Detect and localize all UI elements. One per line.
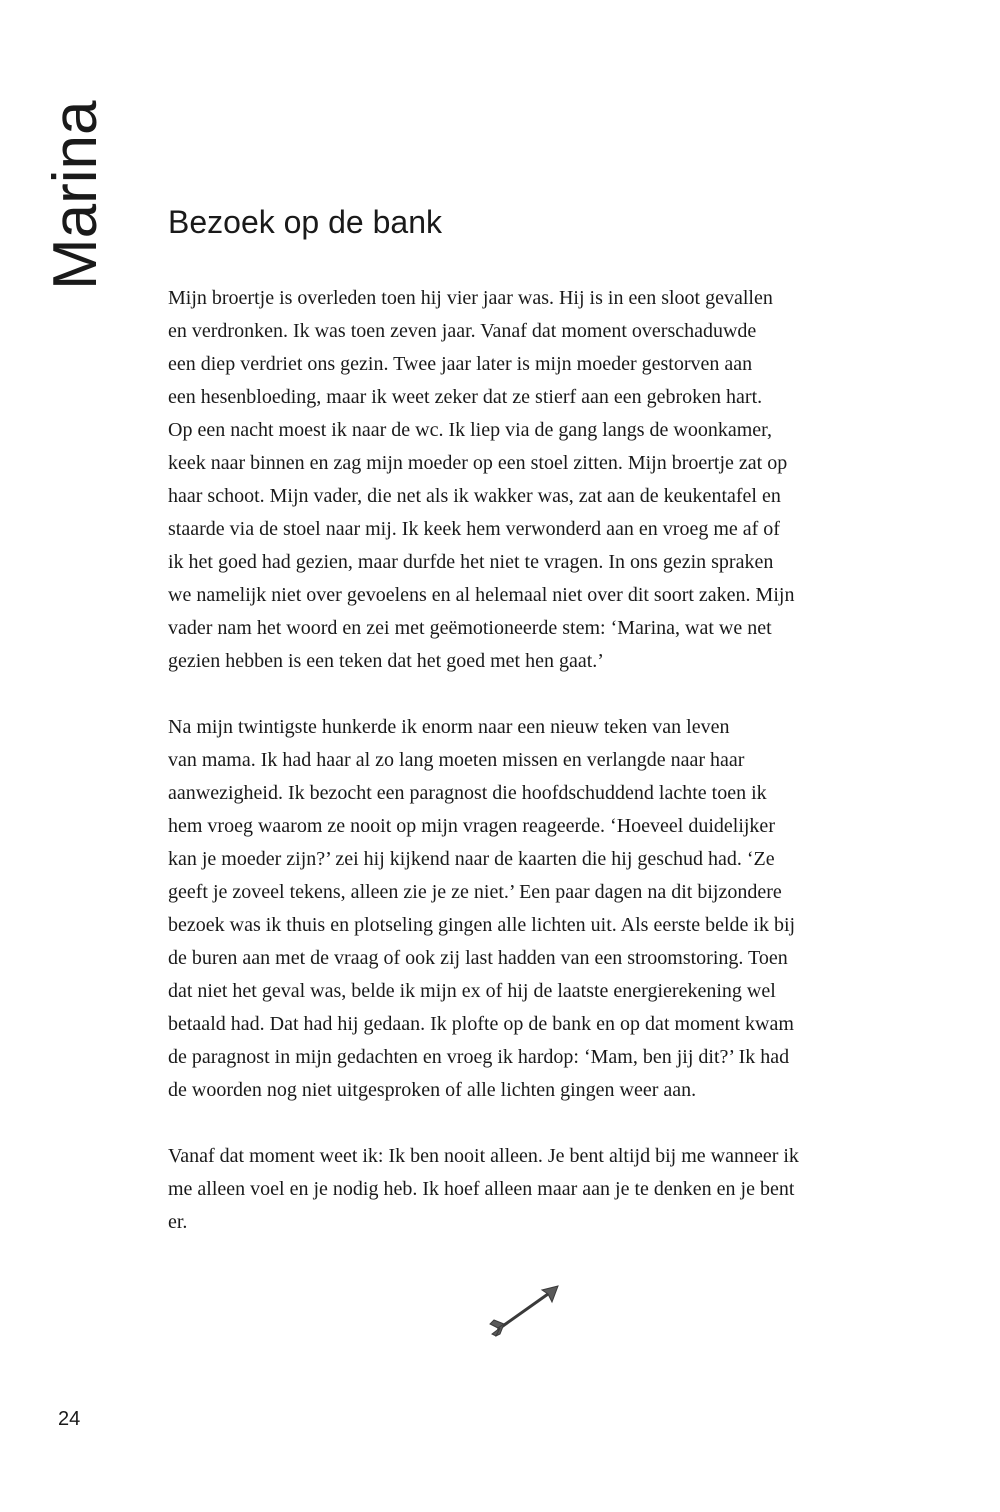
text-line: de woorden nog niet uitgesproken of alle lichten gingen weer aan. <box>168 1079 697 1101</box>
text-line: kan je moeder zijn?’ zei hij kijkend naar de kaarten die hij geschud had. ‘Ze <box>168 848 775 870</box>
text-line: de paragnost in mijn gedachten en vroeg ik hardop: ‘Mam, ben jij dit?’ Ik had <box>168 1046 790 1068</box>
text-line: Vanaf dat moment weet ik: Ik ben nooit alleen. Je bent altijd bij me wanneer ik <box>168 1145 799 1167</box>
text-line: er. <box>168 1211 188 1233</box>
text-line: ik het goed had gezien, maar durfde het niet te vragen. In ons gezin spraken <box>168 551 774 573</box>
text-line: bezoek was ik thuis en plotseling gingen alle lichten uit. Als eerste belde ik bij <box>168 914 796 936</box>
text-line: van mama. Ik had haar al zo lang moeten missen en verlangde naar haar <box>168 749 745 771</box>
text-line: Mijn broertje is overleden toen hij vier jaar was. Hij is in een sloot gevallen <box>168 287 773 309</box>
paragraph-3 <box>168 1140 890 1239</box>
text-line: en verdronken. Ik was toen zeven jaar. Vanaf dat moment overschaduwde <box>168 320 757 342</box>
text-line: hem vroeg waarom ze nooit op mijn vragen reageerde. ‘Hoeveel duidelijker <box>168 815 775 837</box>
text-line: geeft je zoveel tekens, alleen zie je ze niet.’ Een paar dagen na dit bijzondere <box>168 881 782 903</box>
arrow-icon <box>486 1280 566 1344</box>
page-number: 24 <box>58 1408 81 1430</box>
text-line: staarde via de stoel naar mij. Ik keek hem verwonderd aan en vroeg me af of <box>168 518 780 540</box>
side-chapter-name: Marina <box>41 100 110 290</box>
text-line: aanwezigheid. Ik bezocht een paragnost die hoofdschuddend lachte toen ik <box>168 782 767 804</box>
body-text <box>168 282 890 1272</box>
text-line: me alleen voel en je nodig heb. Ik hoef alleen maar aan je te denken en je bent <box>168 1178 795 1200</box>
text-line: dat niet het geval was, belde ik mijn ex of hij de laatste energierekening wel <box>168 980 776 1002</box>
paragraph-2 <box>168 711 890 1107</box>
page-title: Bezoek op de bank <box>168 204 442 240</box>
text-line: we namelijk niet over gevoelens en al helemaal niet over dit soort zaken. Mijn <box>168 584 795 606</box>
text-line: een hesenbloeding, maar ik weet zeker dat ze stierf aan een gebroken hart. <box>168 386 763 408</box>
text-line: een diep verdriet ons gezin. Twee jaar later is mijn moeder gestorven aan <box>168 353 753 375</box>
text-line: keek naar binnen en zag mijn moeder op een stoel zitten. Mijn broertje zat op <box>168 452 788 474</box>
text-line: Na mijn twintigste hunkerde ik enorm naar een nieuw teken van leven <box>168 716 730 738</box>
text-line: gezien hebben is een teken dat het goed met hen gaat.’ <box>168 650 604 672</box>
paragraph-1 <box>168 282 890 678</box>
text-line: betaald had. Dat had hij gedaan. Ik plofte op de bank en op dat moment kwam <box>168 1013 794 1035</box>
text-line: vader nam het woord en zei met geëmotioneerde stem: ‘Marina, wat we net <box>168 617 772 639</box>
text-line: Op een nacht moest ik naar de wc. Ik liep via de gang langs de woonkamer, <box>168 419 772 441</box>
text-line: haar schoot. Mijn vader, die net als ik wakker was, zat aan de keukentafel en <box>168 485 781 507</box>
text-line: de buren aan met de vraag of ook zij last hadden van een stroomstoring. Toen <box>168 947 788 969</box>
